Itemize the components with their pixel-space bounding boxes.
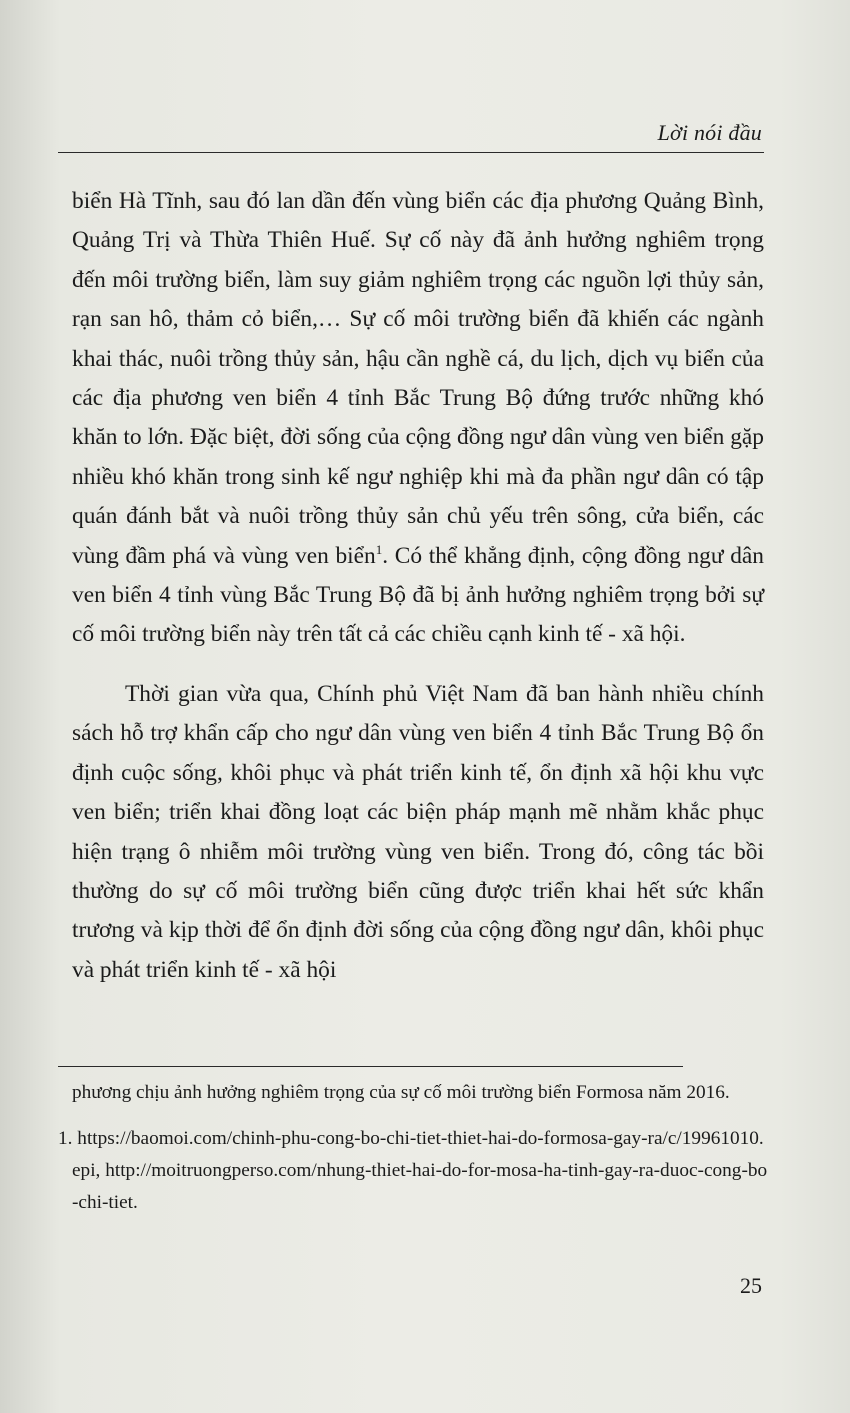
- paragraph-1-part-b: . Có thể khẳng định, cộng đồng ngư dân ven biển 4 tỉnh vùng Bắc Trung Bộ đã bị ảnh hưởng nghiêm trọng bởi sự cố môi trường biển này trên tất cả các chiều cạnh kinh tế - xã hội.: [72, 542, 764, 648]
- footnote-1: [58, 1123, 770, 1219]
- footnote-continued: phương chịu ảnh hưởng nghiêm trọng của sự cố môi trường biển Formosa năm 2016.: [72, 1082, 730, 1103]
- footnote-1-number: 1.: [58, 1128, 73, 1149]
- paragraph-1-part-a: biển Hà Tĩnh, sau đó lan dần đến vùng biển các địa phương Quảng Bình, Quảng Trị và Thừa Thiên Huế. Sự cố này đã ảnh hưởng nghiêm trọng đến môi trường biển, làm suy giảm nghiêm trọng các nguồn lợi thủy sản, rạn san hô, thảm cỏ biển,… Sự cố môi trường biển đã khiến các ngành khai thác, nuôi trồng thủy sản, hậu cần nghề cá, du lịch, dịch vụ biển của các địa phương ven biển 4 tỉnh Bắc Trung Bộ đứng trước những khó khăn to lớn. Đặc biệt, đời sống của cộng đồng ngư dân vùng ven biển gặp nhiều khó khăn trong sinh kế ngư nghiệp khi mà đa phần ngư dân có tập quán đánh bắt và nuôi trồng thủy sản chủ yếu trên sông, cửa biển, các vùng đầm phá và vùng ven biển: [72, 188, 764, 569]
- chapter-title: Lời nói đầu: [657, 120, 762, 145]
- main-text: [72, 182, 764, 990]
- footnote-1-text: https://baomoi.com/chinh-phu-cong-bo-chi-tiet-thiet-hai-do-formosa-gay-ra/c/19961010.epi, http://moitruongperso.com/nhung-thiet-hai-do-for-mosa-ha-tinh-gay-ra-duoc-cong-bo-chi-tiet.: [72, 1128, 768, 1213]
- running-header: [58, 118, 764, 153]
- paragraph-1: [72, 182, 764, 655]
- footnotes: [58, 1077, 770, 1219]
- paragraph-2: Thời gian vừa qua, Chính phủ Việt Nam đã ban hành nhiều chính sách hỗ trợ khẩn cấp cho ngư dân vùng ven biển 4 tỉnh Bắc Trung Bộ ổn định cuộc sống, khôi phục và phát triển kinh tế, ổn định xã hội khu vực ven biển; triển khai đồng loạt các biện pháp mạnh mẽ nhằm khắc phục hiện trạng ô nhiễm môi trường vùng ven biển. Trong đó, công tác bồi thường do sự cố môi trường biển cũng được triển khai hết sức khẩn trương và kịp thời để ổn định đời sống của cộng đồng ngư dân, khôi phục và phát triển kinh tế - xã hội: [72, 680, 764, 983]
- page-number: 25: [740, 1273, 762, 1298]
- footnote-divider: [58, 1066, 683, 1067]
- footnote-reference: 1: [375, 541, 383, 557]
